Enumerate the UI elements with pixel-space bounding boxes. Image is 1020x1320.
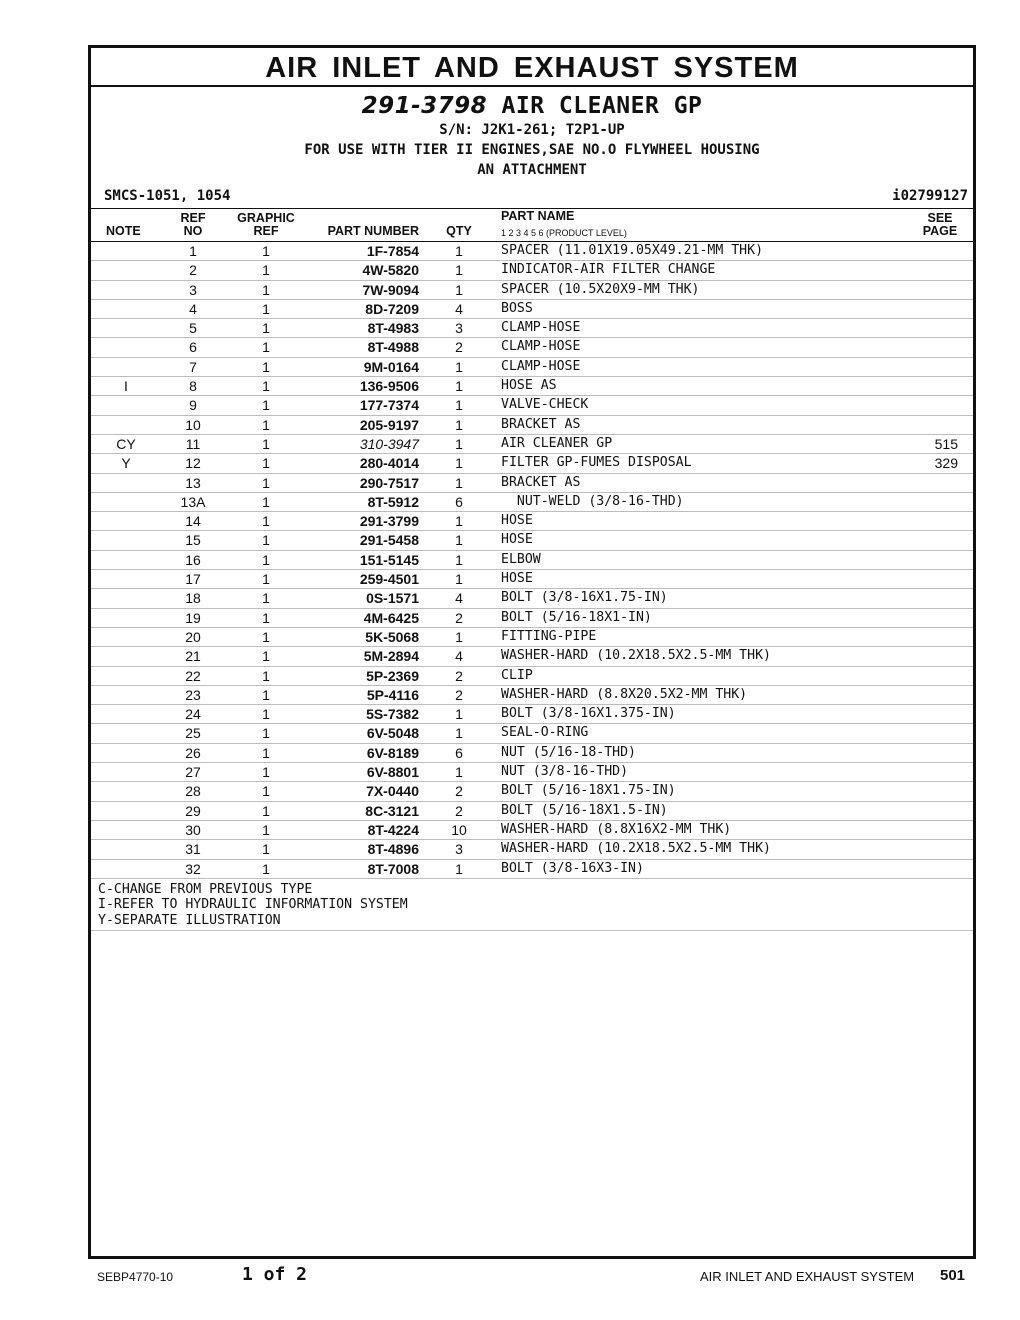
col-part-name: PART NAME xyxy=(501,209,575,223)
row-graphic-ref: 1 xyxy=(262,783,270,800)
row-part-number: 205-9197 xyxy=(359,416,419,433)
row-qty: 3 xyxy=(455,841,463,858)
table-row xyxy=(91,319,973,338)
row-ref-no: 9 xyxy=(189,397,197,414)
row-part-name: NUT (3/8-16-THD) xyxy=(501,764,629,780)
row-graphic-ref: 1 xyxy=(262,281,270,298)
row-part-name: BRACKET AS xyxy=(501,474,581,490)
row-ref-no: 6 xyxy=(189,339,197,356)
row-part-number: 8T-5912 xyxy=(367,493,419,510)
row-part-number: 177-7374 xyxy=(359,397,419,414)
col-ref-bottom: NO xyxy=(183,224,203,238)
row-ref-no: 29 xyxy=(185,802,201,819)
attachment-note: AN ATTACHMENT xyxy=(477,162,587,178)
row-graphic-ref: 1 xyxy=(262,648,270,665)
page-footer xyxy=(0,1262,1020,1288)
row-ref-no: 14 xyxy=(185,513,201,530)
row-part-name: BOLT (3/8-16X1.375-IN) xyxy=(501,706,676,722)
table-row xyxy=(91,435,973,454)
row-graphic-ref: 1 xyxy=(262,571,270,588)
row-part-name: WASHER-HARD (10.2X18.5X2.5-MM THK) xyxy=(501,841,771,857)
row-ref-no: 25 xyxy=(185,725,201,742)
row-graphic-ref: 1 xyxy=(262,744,270,761)
row-qty: 2 xyxy=(455,802,463,819)
row-ref-no: 15 xyxy=(185,532,201,549)
row-qty: 3 xyxy=(455,320,463,337)
row-part-number: 7W-9094 xyxy=(362,281,419,298)
table-row xyxy=(91,860,973,879)
row-part-name: HOSE AS xyxy=(501,378,557,394)
col-qty: QTY xyxy=(446,224,472,238)
row-ref-no: 13 xyxy=(185,474,201,491)
col-ref-top: REF xyxy=(180,211,206,225)
row-part-name: FITTING-PIPE xyxy=(501,628,597,644)
row-qty: 1 xyxy=(455,416,463,433)
row-ref-no: 1 xyxy=(189,243,197,259)
row-part-number: 8T-7008 xyxy=(367,860,419,877)
column-headers xyxy=(91,209,973,242)
row-part-name: BOLT (5/16-18X1.75-IN) xyxy=(501,783,676,799)
row-ref-no: 5 xyxy=(189,320,197,337)
table-row xyxy=(91,551,973,570)
footer-doc-number: SEBP4770-10 xyxy=(97,1270,174,1284)
row-note: I xyxy=(124,378,128,395)
table-row xyxy=(91,242,973,261)
row-graphic-ref: 1 xyxy=(262,378,270,395)
table-row xyxy=(91,589,973,608)
row-qty: 6 xyxy=(455,493,463,510)
row-part-name: BOLT (3/8-16X3-IN) xyxy=(501,860,644,876)
page-frame xyxy=(88,45,976,1259)
row-qty: 1 xyxy=(455,628,463,645)
row-graphic-ref: 1 xyxy=(262,474,270,491)
row-graphic-ref: 1 xyxy=(262,435,270,452)
row-graphic-ref: 1 xyxy=(262,416,270,433)
row-ref-no: 23 xyxy=(185,686,201,703)
col-part-number: PART NUMBER xyxy=(327,224,419,238)
row-qty: 2 xyxy=(455,783,463,800)
row-qty: 1 xyxy=(455,571,463,588)
row-qty: 1 xyxy=(455,281,463,298)
row-part-number: 5K-5068 xyxy=(365,628,419,645)
row-qty: 4 xyxy=(455,648,463,665)
row-part-name: HOSE xyxy=(501,571,533,587)
row-part-number: 8T-4896 xyxy=(367,841,419,858)
row-ref-no: 30 xyxy=(185,821,201,838)
row-part-name: BOLT (5/16-18X1.5-IN) xyxy=(501,802,668,818)
footer-page-of: 1 of 2 xyxy=(242,1264,308,1285)
row-part-name: SPACER (10.5X20X9-MM THK) xyxy=(501,281,700,297)
row-qty: 2 xyxy=(455,339,463,356)
notes-legend xyxy=(91,879,973,931)
row-part-name: ELBOW xyxy=(501,551,541,567)
row-part-number: 151-5145 xyxy=(359,551,419,568)
parts-list xyxy=(91,242,973,879)
section-title: AIR INLET AND EXHAUST SYSTEM xyxy=(91,48,973,87)
row-part-number: 8T-4983 xyxy=(367,320,419,337)
row-graphic-ref: 1 xyxy=(262,455,270,472)
row-ref-no: 11 xyxy=(185,435,201,452)
row-graphic-ref: 1 xyxy=(262,860,270,877)
row-part-name: NUT (5/16-18-THD) xyxy=(501,744,636,760)
table-row xyxy=(91,840,973,859)
note-line: I-REFER TO HYDRAULIC INFORMATION SYSTEM xyxy=(98,897,408,913)
row-part-number: 8D-7209 xyxy=(365,300,419,317)
row-part-number: 291-5458 xyxy=(359,532,419,549)
col-graphic-bottom: REF xyxy=(253,224,279,238)
col-see-bottom: PAGE xyxy=(922,224,958,238)
row-graphic-ref: 1 xyxy=(262,686,270,703)
row-part-name: FILTER GP-FUMES DISPOSAL xyxy=(501,455,692,471)
row-graphic-ref: 1 xyxy=(262,802,270,819)
row-qty: 4 xyxy=(455,590,463,607)
smcs-row xyxy=(91,184,973,209)
row-see-page: 329 xyxy=(934,455,958,472)
row-qty: 1 xyxy=(455,764,463,781)
row-graphic-ref: 1 xyxy=(262,262,270,279)
row-part-name: BOSS xyxy=(501,300,533,316)
row-part-name: HOSE xyxy=(501,532,533,548)
row-part-name: SEAL-O-RING xyxy=(501,725,589,741)
row-graphic-ref: 1 xyxy=(262,300,270,317)
row-ref-no: 3 xyxy=(189,281,197,298)
row-ref-no: 13A xyxy=(180,493,206,510)
row-qty: 1 xyxy=(455,551,463,568)
table-row xyxy=(91,338,973,357)
table-row xyxy=(91,686,973,705)
row-part-number: 0S-1571 xyxy=(366,590,419,607)
row-ref-no: 16 xyxy=(185,551,201,568)
row-graphic-ref: 1 xyxy=(262,764,270,781)
row-graphic-ref: 1 xyxy=(262,590,270,607)
row-part-number: 4M-6425 xyxy=(363,609,419,626)
row-graphic-ref: 1 xyxy=(262,339,270,356)
row-qty: 1 xyxy=(455,397,463,414)
row-ref-no: 31 xyxy=(185,841,201,858)
footer-page-number: 501 xyxy=(940,1267,966,1284)
row-part-number: 8C-3121 xyxy=(365,802,419,819)
row-ref-no: 2 xyxy=(189,262,197,279)
row-note: Y xyxy=(121,455,131,472)
row-qty: 2 xyxy=(455,609,463,626)
group-number: 291-3798 xyxy=(361,93,488,119)
note-line: Y-SEPARATE ILLUSTRATION xyxy=(98,912,281,928)
group-title xyxy=(91,92,973,120)
smcs-codes: SMCS-1051, 1054 xyxy=(104,188,231,204)
row-part-name: HOSE xyxy=(501,513,533,529)
row-qty: 1 xyxy=(455,435,463,452)
row-ref-no: 27 xyxy=(185,764,201,781)
table-row xyxy=(91,454,973,473)
group-header xyxy=(91,92,973,180)
row-qty: 1 xyxy=(455,262,463,279)
row-ref-no: 12 xyxy=(185,455,201,472)
row-part-number: 1F-7854 xyxy=(366,243,419,259)
table-row xyxy=(91,396,973,415)
row-graphic-ref: 1 xyxy=(262,493,270,510)
row-part-number: 136-9506 xyxy=(359,378,419,395)
table-row xyxy=(91,416,973,435)
row-part-name: WASHER-HARD (10.2X18.5X2.5-MM THK) xyxy=(501,648,771,664)
row-graphic-ref: 1 xyxy=(262,551,270,568)
row-ref-no: 22 xyxy=(185,667,201,684)
table-row xyxy=(91,647,973,666)
row-part-name: CLAMP-HOSE xyxy=(501,339,581,355)
row-qty: 1 xyxy=(455,455,463,472)
table-row xyxy=(91,474,973,493)
row-ref-no: 19 xyxy=(185,609,201,626)
row-ref-no: 24 xyxy=(185,706,201,723)
row-part-name: CLIP xyxy=(501,667,533,683)
col-note: NOTE xyxy=(106,224,141,238)
row-graphic-ref: 1 xyxy=(262,243,270,259)
row-qty: 1 xyxy=(455,378,463,395)
row-part-number: 8T-4224 xyxy=(367,821,419,838)
row-part-number: 6V-5048 xyxy=(366,725,419,742)
row-part-name: INDICATOR-AIR FILTER CHANGE xyxy=(501,262,716,278)
table-row xyxy=(91,724,973,743)
row-part-name: BOLT (3/8-16X1.75-IN) xyxy=(501,590,668,606)
row-qty: 1 xyxy=(455,358,463,375)
table-row xyxy=(91,821,973,840)
note-line: C-CHANGE FROM PREVIOUS TYPE xyxy=(98,881,313,897)
row-part-name: WASHER-HARD (8.8X20.5X2-MM THK) xyxy=(501,686,748,702)
row-part-number: 310-3947 xyxy=(359,435,419,452)
row-part-number: 4W-5820 xyxy=(362,262,419,279)
row-graphic-ref: 1 xyxy=(262,821,270,838)
table-row xyxy=(91,281,973,300)
row-qty: 4 xyxy=(455,300,463,317)
row-part-name: BOLT (5/16-18X1-IN) xyxy=(501,609,652,625)
row-graphic-ref: 1 xyxy=(262,628,270,645)
row-part-name: CLAMP-HOSE xyxy=(501,358,581,374)
row-part-number: 5P-4116 xyxy=(366,686,419,703)
table-row xyxy=(91,628,973,647)
row-qty: 1 xyxy=(455,243,463,259)
row-ref-no: 17 xyxy=(185,571,201,588)
row-part-number: 5S-7382 xyxy=(366,706,419,723)
table-row xyxy=(91,358,973,377)
serial-range: S/N: J2K1-261; T2P1-UP xyxy=(439,122,625,138)
usage-note: FOR USE WITH TIER II ENGINES,SAE NO.O FLYWHEEL HOUSING xyxy=(304,142,760,158)
col-see-top: SEE xyxy=(927,211,953,225)
row-part-name: SPACER (11.01X19.05X49.21-MM THK) xyxy=(501,243,764,258)
table-row xyxy=(91,377,973,396)
row-ref-no: 26 xyxy=(185,744,201,761)
row-part-number: 259-4501 xyxy=(359,571,419,588)
footer-section: AIR INLET AND EXHAUST SYSTEM xyxy=(700,1269,915,1284)
table-row xyxy=(91,744,973,763)
row-graphic-ref: 1 xyxy=(262,397,270,414)
row-part-number: 5P-2369 xyxy=(366,667,419,684)
row-part-name: AIR CLEANER GP xyxy=(501,435,613,451)
table-row xyxy=(91,493,973,512)
row-part-name: CLAMP-HOSE xyxy=(501,320,581,336)
row-graphic-ref: 1 xyxy=(262,532,270,549)
table-row xyxy=(91,802,973,821)
row-part-number: 9M-0164 xyxy=(363,358,419,375)
row-part-name: BRACKET AS xyxy=(501,416,581,432)
row-qty: 2 xyxy=(455,667,463,684)
row-qty: 1 xyxy=(455,725,463,742)
row-part-name: VALVE-CHECK xyxy=(501,397,589,413)
table-row xyxy=(91,609,973,628)
table-row xyxy=(91,705,973,724)
row-note: CY xyxy=(116,435,136,452)
table-row xyxy=(91,782,973,801)
row-graphic-ref: 1 xyxy=(262,320,270,337)
group-name: AIR CLEANER GP xyxy=(501,93,703,119)
row-part-number: 5M-2894 xyxy=(363,648,419,665)
table-row xyxy=(91,570,973,589)
table-row xyxy=(91,300,973,319)
row-qty: 1 xyxy=(455,532,463,549)
row-part-number: 6V-8189 xyxy=(366,744,419,761)
row-ref-no: 28 xyxy=(185,783,201,800)
table-row xyxy=(91,512,973,531)
table-row xyxy=(91,667,973,686)
row-part-number: 7X-0440 xyxy=(366,783,419,800)
row-part-name: NUT-WELD (3/8-16-THD) xyxy=(501,493,684,509)
row-qty: 1 xyxy=(455,706,463,723)
row-qty: 1 xyxy=(455,474,463,491)
row-part-number: 290-7517 xyxy=(359,474,419,491)
row-ref-no: 32 xyxy=(185,860,201,877)
row-qty: 2 xyxy=(455,686,463,703)
table-row xyxy=(91,531,973,550)
row-qty: 6 xyxy=(455,744,463,761)
row-ref-no: 4 xyxy=(189,300,197,317)
row-ref-no: 8 xyxy=(189,378,197,395)
row-graphic-ref: 1 xyxy=(262,667,270,684)
table-row xyxy=(91,763,973,782)
row-ref-no: 7 xyxy=(189,358,197,375)
row-graphic-ref: 1 xyxy=(262,513,270,530)
row-qty: 1 xyxy=(455,860,463,877)
row-ref-no: 18 xyxy=(185,590,201,607)
row-graphic-ref: 1 xyxy=(262,841,270,858)
row-part-number: 280-4014 xyxy=(359,455,419,472)
row-graphic-ref: 1 xyxy=(262,706,270,723)
table-row xyxy=(91,261,973,280)
row-see-page: 515 xyxy=(934,435,958,452)
row-ref-no: 10 xyxy=(185,416,201,433)
row-graphic-ref: 1 xyxy=(262,358,270,375)
row-qty: 1 xyxy=(455,513,463,530)
row-part-name: WASHER-HARD (8.8X16X2-MM THK) xyxy=(501,821,732,837)
row-qty: 10 xyxy=(451,821,467,838)
row-ref-no: 20 xyxy=(185,628,201,645)
row-part-number: 291-3799 xyxy=(359,513,419,530)
col-product-level: 1 2 3 4 5 6 (PRODUCT LEVEL) xyxy=(501,228,627,238)
row-part-number: 6V-8801 xyxy=(366,764,419,781)
row-ref-no: 21 xyxy=(185,648,201,665)
row-graphic-ref: 1 xyxy=(262,609,270,626)
illustration-id: i02799127 xyxy=(892,188,968,204)
row-part-number: 8T-4988 xyxy=(367,339,419,356)
row-graphic-ref: 1 xyxy=(262,725,270,742)
col-graphic-top: GRAPHIC xyxy=(237,211,295,225)
